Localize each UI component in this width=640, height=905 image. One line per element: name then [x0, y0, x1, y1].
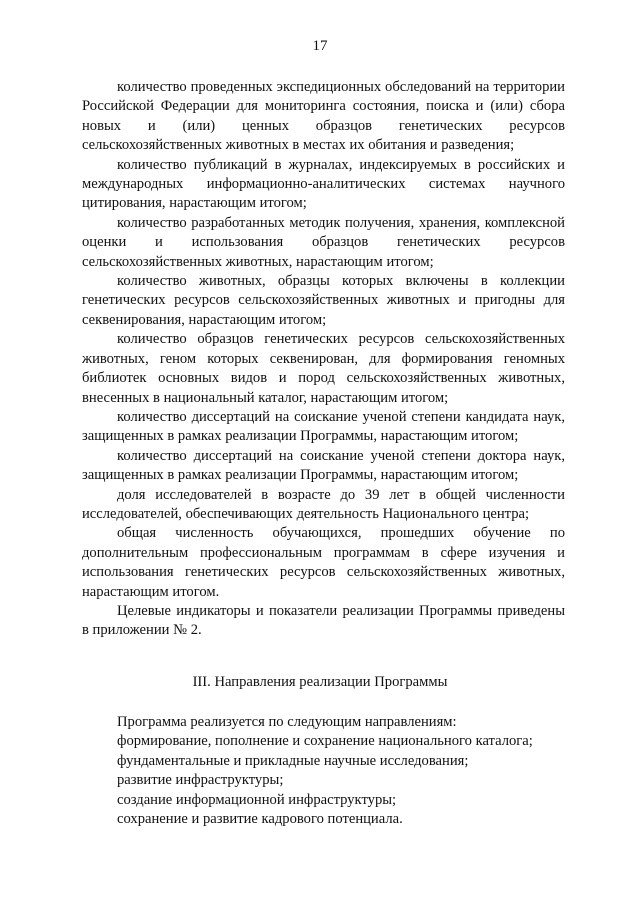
paragraph: количество диссертаций на соискание ученой степени кандидата наук, защищенных в рамках реализации Программы, нарастающим итогом;	[82, 408, 565, 445]
direction-item: развитие инфраструктуры;	[117, 772, 284, 789]
page-number: 17	[312, 38, 328, 54]
direction-item: сохранение и развитие кадрового потенциала.	[117, 811, 403, 828]
paragraph: доля исследователей в возрасте до 39 лет в общей численности исследователей, обеспечивающих деятельность Национального центра;	[82, 486, 565, 522]
paragraph: количество диссертаций на соискание ученой степени доктора наук, защищенных в рамках реализации Программы, нарастающим итогом;	[82, 447, 565, 484]
direction-item: формирование, пополнение и сохранение национального каталога;	[117, 733, 533, 750]
paragraph: количество образцов генетических ресурсов сельскохозяйственных животных, геном которых секвенирован, для формирования геномных библиотек основных видов и пород сельскохозяйственных животных, внесенных в национальный каталог, нарастающим итогом;	[82, 331, 565, 406]
direction-item: фундаментальные и прикладные научные исследования;	[117, 752, 469, 769]
directions-list	[82, 713, 565, 829]
paragraph: количество разработанных методик получения, хранения, комплексной оценки и использования образцов генетических ресурсов сельскохозяйственных животных, нарастающим итогом;	[82, 214, 565, 270]
document-body	[82, 78, 565, 641]
direction-item: создание информационной инфраструктуры;	[117, 791, 397, 808]
paragraph: количество животных, образцы которых включены в коллекции генетических ресурсов сельскохозяйственных животных и пригодны для секвенирования, нарастающим итогом;	[82, 273, 565, 328]
section-heading: III. Направления реализации Программы	[192, 674, 448, 690]
paragraph: количество проведенных экспедиционных обследований на территории Российской Федерации для мониторинга состояния, поиска и (или) сбора новых и (или) ценных образцов генетических ресурсов сельскохозяйственных животных в местах их обитания и разведения;	[82, 79, 565, 154]
paragraph: Целевые индикаторы и показатели реализации Программы приведены в приложении № 2.	[82, 602, 565, 639]
directions-intro: Программа реализуется по следующим направлениям:	[117, 714, 457, 730]
paragraph: количество публикаций в журналах, индексируемых в российских и международных информационно-аналитических системах научного цитирования, нарастающим итогом;	[82, 156, 565, 212]
paragraph: общая численность обучающихся, прошедших обучение по дополнительным профессиональным программам в сфере изучения и использования генетических ресурсов сельскохозяйственных животных, нарастающим итогом.	[82, 525, 565, 600]
